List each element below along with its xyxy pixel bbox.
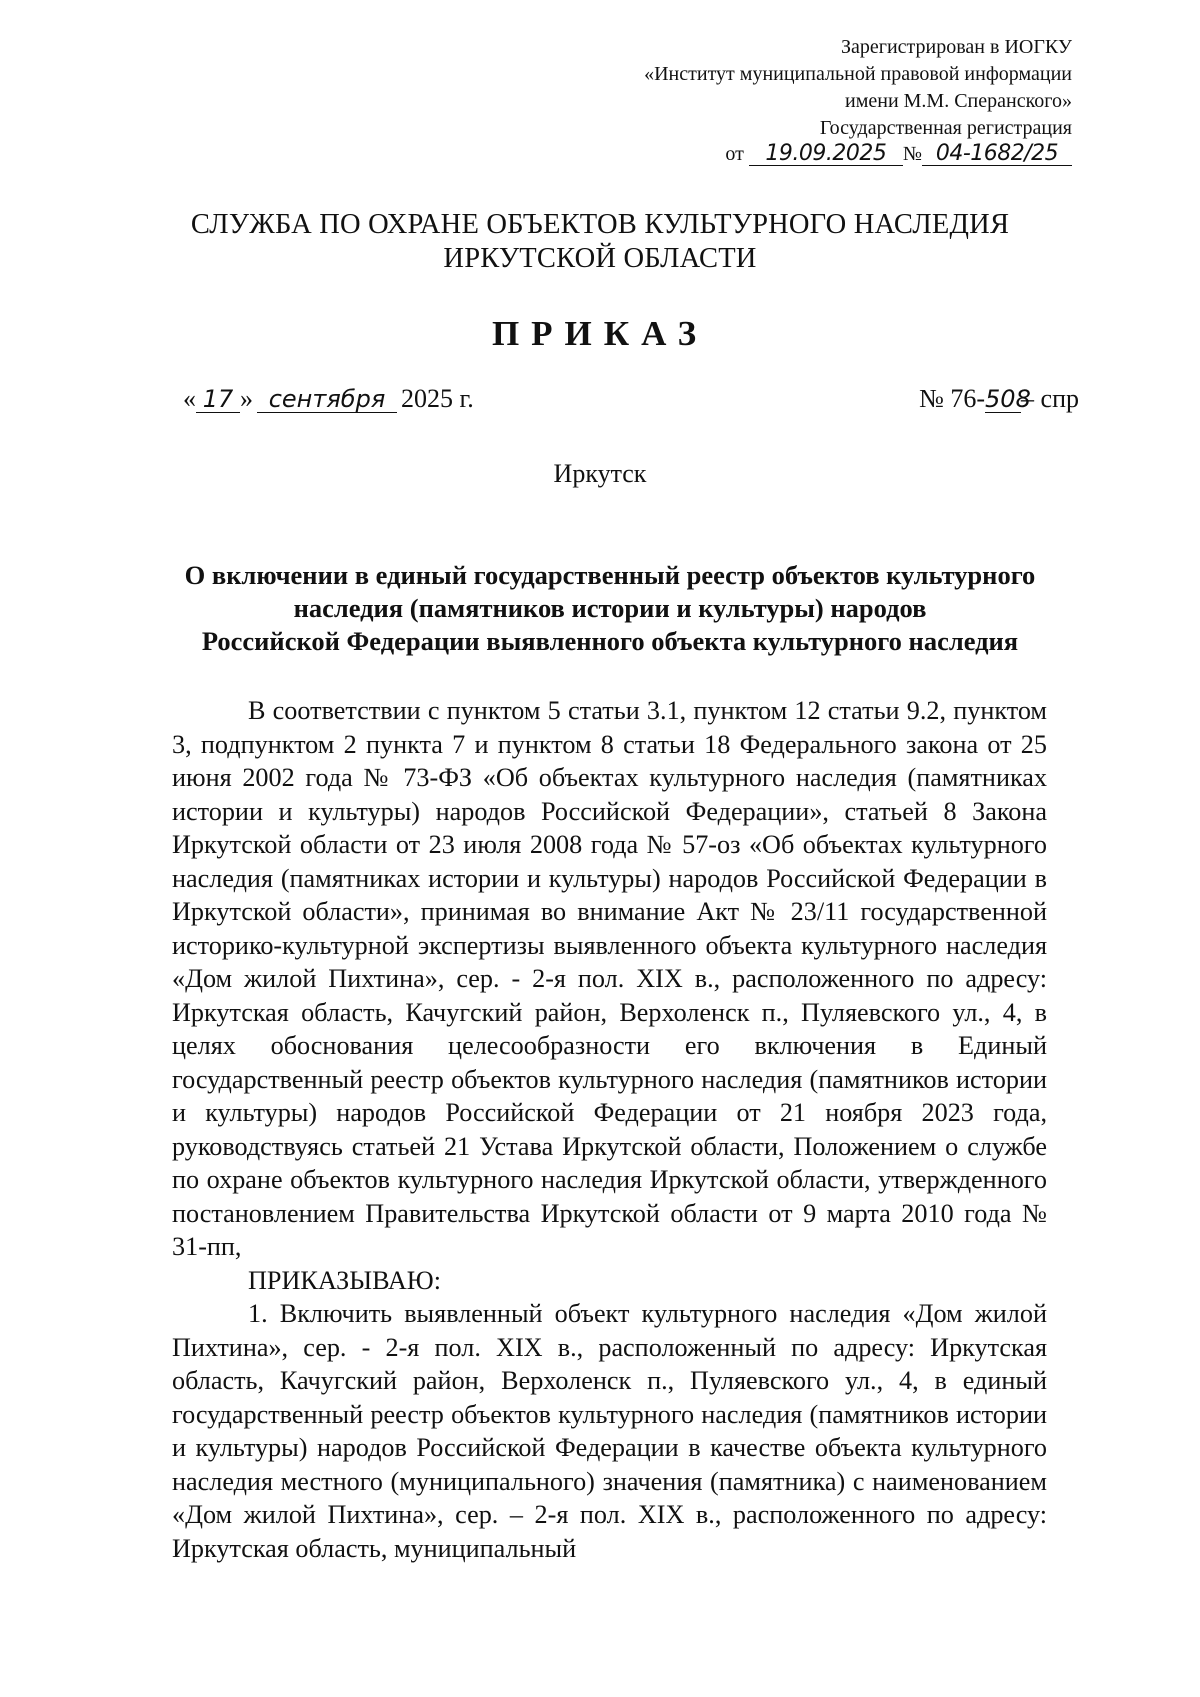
organization-line-2: ИРКУТСКОЙ ОБЛАСТИ	[443, 243, 757, 274]
registration-line-3: имени М.М. Сперанского»	[845, 90, 1072, 112]
date-close-quote: »	[240, 384, 253, 413]
registration-from-label: от	[725, 143, 744, 165]
order-title	[170, 559, 1050, 658]
order-number	[919, 383, 1079, 415]
order-date	[183, 383, 474, 415]
document-type-heading: ПРИКАЗ	[491, 314, 709, 353]
title-line-1: О включении в единый государственный реестр объектов культурного	[184, 560, 1036, 590]
title-line-3: Российской Федерации выявленного объекта культурного наследия	[201, 626, 1019, 656]
order-number-handwritten: 508	[985, 385, 1031, 413]
registration-line-2: «Институт муниципальной правовой информации	[644, 63, 1072, 85]
date-year: 2025 г.	[401, 384, 474, 413]
date-open-quote: «	[183, 384, 196, 413]
date-day: 17	[196, 386, 240, 413]
registration-number-line	[512, 141, 1072, 168]
order-body	[172, 694, 1047, 1565]
registration-number: 04-1682/25	[922, 143, 1072, 166]
date-month: сентября	[257, 386, 397, 413]
title-line-2: наследия (памятников истории и культуры) народов	[293, 593, 927, 623]
city-name: Иркутск	[553, 459, 647, 488]
organization-line-1: СЛУЖБА ПО ОХРАНЕ ОБЪЕКТОВ КУЛЬТУРНОГО НАСЛЕДИЯ	[190, 209, 1010, 240]
registration-date: 19.09.2025	[749, 143, 903, 166]
order-word: ПРИКАЗЫВАЮ:	[248, 1265, 441, 1295]
registration-stamp	[512, 34, 1072, 168]
order-number-prefix: № 76-	[919, 384, 986, 413]
organization-heading	[0, 208, 1200, 276]
preamble-paragraph: В соответствии с пунктом 5 статьи 3.1, пунктом 12 статьи 9.2, пунктом 3, подпунктом 2 пункта 7 и пунктом 8 статьи 18 Федерального закона от 25 июня 2002 года № 73-ФЗ «Об объектах культурного наследия (памятниках истории и культуры) народов Российской Федерации», статьей 8 Закона Иркутской области от 23 июля 2008 года № 57-оз «Об объектах культурного наследия (памятниках истории и культуры) народов Российской Федерации в Иркутской области», принимая во внимание Акт № 23/11 государственной историко-культурной экспертизы выявленного объекта культурного наследия «Дом жилой Пихтина», сер. - 2-я пол. XIX в., расположенного по адресу: Иркутская область, Качугский район, Верхоленск п., Пуляевского ул., 4, в целях обоснования целесообразности его включения в Единый государственный реестр объектов культурного наследия (памятников истории и культуры) народов Российской Федерации от 21 ноября 2023 года, руководствуясь статьей 21 Устава Иркутской области, Положением о службе по охране объектов культурного наследия Иркутской области, утвержденного постановлением Правительства Иркутской области от 9 марта 2010 года № 31-пп,	[172, 696, 1047, 1261]
registration-line-1: Зарегистрирован в ИОГКУ	[841, 36, 1072, 58]
order-number-suffix: – спр	[1021, 384, 1079, 413]
order-item-1: 1. Включить выявленный объект культурного наследия «Дом жилой Пихтина», сер. - 2-я пол. XIX в., расположенный по адресу: Иркутская область, Качугский район, Верхоленск п., Пуляевского ул., 4, в единый государственный реестр объектов культурного наследия (памятников истории и культуры) народов Российской Федерации в качестве объекта культурного наследия местного (муниципального) значения (памятника) с наименованием «Дом жилой Пихтина», сер. – 2-я пол. XIX в., расположенного по адресу: Иркутская область, муниципальный	[172, 1299, 1047, 1563]
registration-line-4: Государственная регистрация	[819, 117, 1072, 139]
registration-number-label: №	[902, 143, 922, 165]
